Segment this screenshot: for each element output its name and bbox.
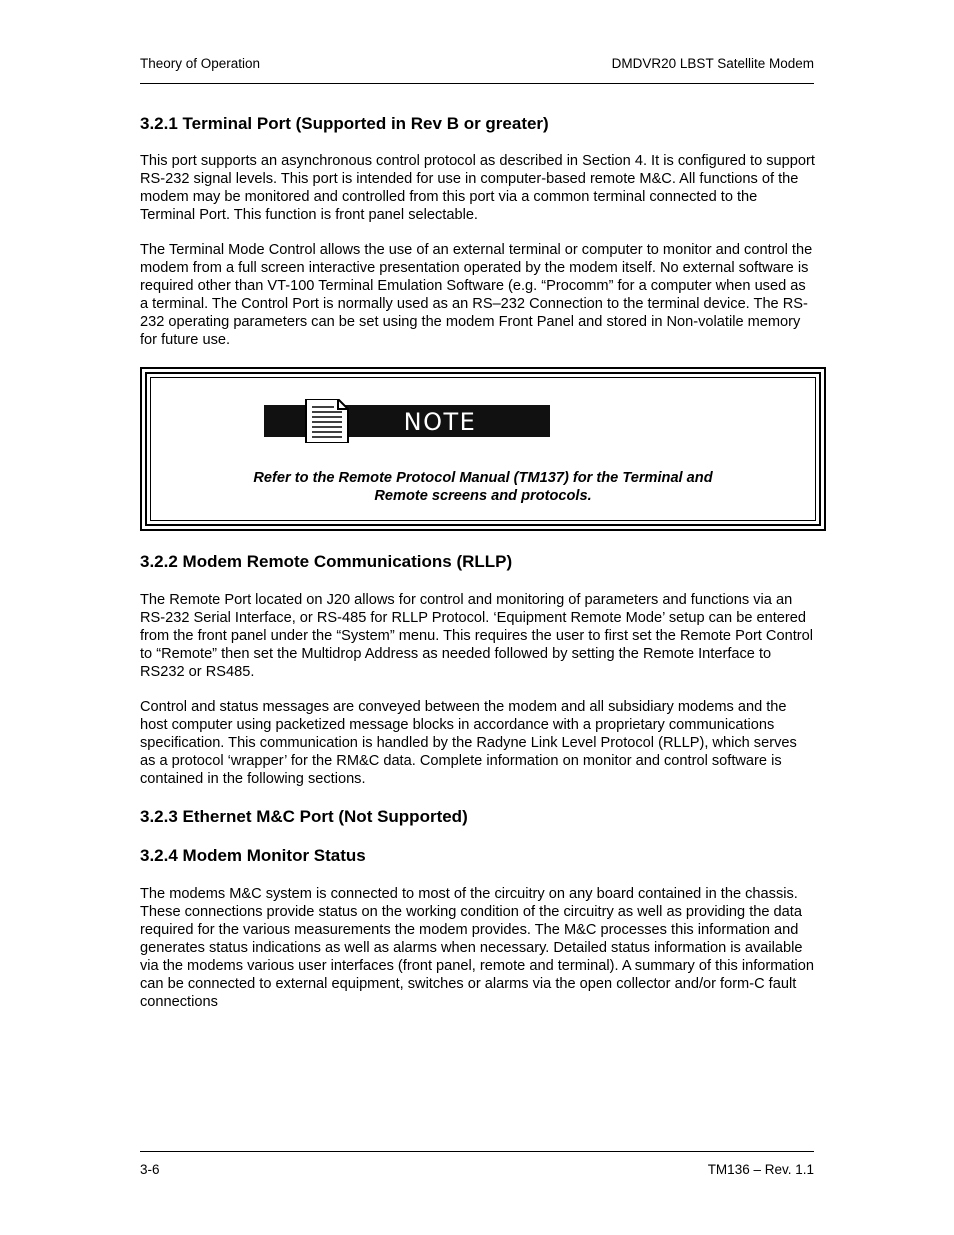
note-box [140, 367, 826, 531]
section-heading-3-2-4: 3.2.4 Modem Monitor Status [140, 846, 366, 865]
header-document-title: DMDVR20 LBST Satellite Modem [611, 56, 814, 71]
document-icon [306, 399, 348, 443]
section-heading-3-2-1: 3.2.1 Terminal Port (Supported in Rev B or greater) [140, 114, 549, 133]
paragraph-monitor-status: The modems M&C system is connected to most of the circuitry on any board contained in the chassis. These connections provide status on the working condition of the circuitry as well as providing the data required for the various measurements the modem provides. The M&C processes this information and generates status indications as well as alarms when necessary. Detailed status information is available via the modems various user interfaces (front panel, remote and terminal). A summary of this information can be connected to external equipment, switches or alarms via the open collector and/or form-C fault connections [140, 886, 815, 1010]
paragraph-remote-comms-1: The Remote Port located on J20 allows for control and monitoring of parameters and functions via an RS-232 Serial Interface, or RS-485 for RLLP Protocol. ‘Equipment Remote Mode’ setup can be entered from the front panel under the “System” menu. This requires the user to first set the Remote Port Control to “Remote” then set the Multidrop Address as needed followed by setting the Remote Interface to RS232 or RS485. [140, 592, 813, 680]
section-heading-3-2-2: 3.2.2 Modem Remote Communications (RLLP) [140, 552, 513, 571]
note-banner [264, 399, 550, 443]
note-text-line-1: Refer to the Remote Protocol Manual (TM137) for the Terminal and [253, 470, 713, 486]
page-number: 3-6 [140, 1162, 160, 1177]
paragraph-remote-comms-2: Control and status messages are conveyed between the modem and all subsidiary modems and the host computer using packetized message blocks in accordance with a proprietary communications specification. This communication is handled by the Radyne Link Level Protocol (RLLP), which serves as a protocol ‘wrapper’ for the RM&C data. Complete information on monitor and control software is contained in the following sections. [140, 699, 797, 787]
paragraph-terminal-port-2: The Terminal Mode Control allows the use of an external terminal or computer to monitor and control the modem from a full screen interactive presentation operated by the modem itself. No external software is required other than VT-100 Terminal Emulation Software (e.g. “Procomm” for a computer when used as a terminal. The Control Port is normally used as an RS–232 Connection to the terminal device. The RS-232 operating parameters can be set using the modem Front Panel and stored in Non-volatile memory for future use. [140, 242, 813, 348]
footer-rule [140, 1151, 814, 1152]
note-banner-label: NOTE [403, 408, 477, 436]
paragraph-terminal-port-1: This port supports an asynchronous control protocol as described in Section 4. It is configured to support RS-232 signal levels. This port is intended for use in computer-based remote M&C. All functions of the modem may be monitored and controlled from this port via a common terminal connected to the Terminal Port. This function is front panel selectable. [140, 153, 815, 223]
section-heading-3-2-3: 3.2.3 Ethernet M&C Port (Not Supported) [140, 807, 468, 826]
document-revision: TM136 – Rev. 1.1 [707, 1162, 814, 1177]
note-text [142, 469, 824, 505]
header-rule [140, 83, 814, 84]
header-chapter-title: Theory of Operation [140, 56, 261, 71]
note-text-line-2: Remote screens and protocols. [374, 488, 592, 504]
